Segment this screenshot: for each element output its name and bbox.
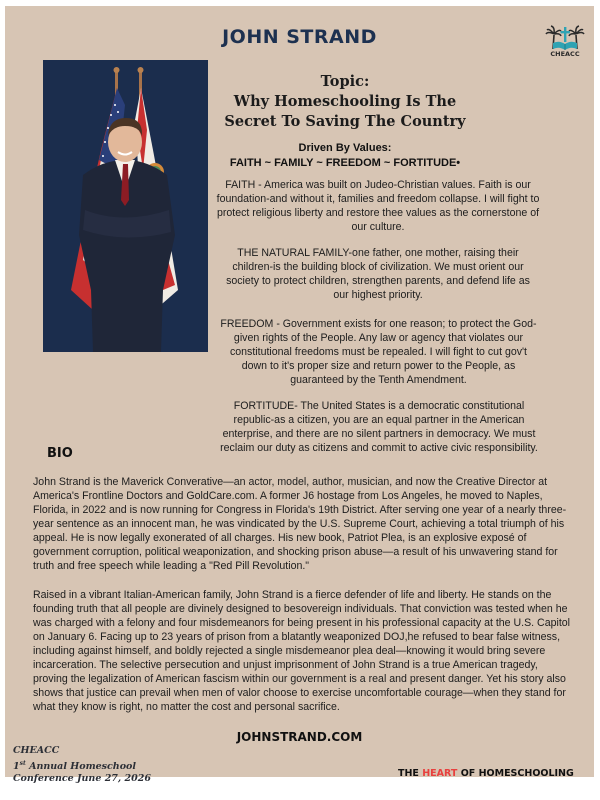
values-heading <box>210 141 480 171</box>
values-label: Driven By Values: <box>298 142 392 154</box>
page-title: JOHN STRAND <box>222 26 377 48</box>
topic-line-2: Secret To Saving The Country <box>224 113 466 130</box>
tagline-accent: HEART <box>422 768 458 779</box>
values-list: FAITH ~ FAMILY ~ FREEDOM ~ FORTITUDE• <box>229 157 461 169</box>
freedom-paragraph: FREEDOM - Government exists for one reason; to protect the God-given rights of the People. Any law or agency that violates our constitutional freedoms must be repealed. I will fight to cut gov't down to it's proper size and return power to the People, as guaranteed by the Tenth Amendment. <box>220 318 537 386</box>
tagline-post: OF HOMESCHOOLING <box>457 768 574 779</box>
conference-info <box>13 745 151 786</box>
portrait-illustration <box>43 60 208 352</box>
bio-paragraph-2: Raised in a vibrant Italian-American family, John Strand is a fierce defender of life and liberty. He stands on the founding truth that all people are divinely designed to besovereign individuals. That conviction was tested when he was charged with a felony and four misdemeanors for being present in his professional capacity at the U.S. Capitol on January 6. Facing up to 23 years of prison from a blatantly weaponized DOJ,he refused to bear false witness, including against himself, and boldly rejected a single misdemeanor plea deal—knowing it would bring severe incarceration. The selective persecution and unjust imprisonment of John Strand is a true American tragedy, proving the legalization of American fascism within our government is a real and present danger. Yet his story also shows that justice can prevail when men of valor choose to exercise uncomfortable courage—when they stand for what they know is right, no matter the cost and personal sacrifice. <box>33 589 571 713</box>
topic-heading <box>210 72 480 132</box>
bio-paragraph-1: John Strand is the Maverick Converative—an actor, model, author, musician, and now the Creative Director at America's Frontline Doctors and GoldCare.com. A former J6 hostage from Los Angeles, he moved to Naples, Florida, in 2022 and is now running for Congress in Florida's 19th District. After serving one year of a nearly three-year sentence as an innocent man, he was vindicated by the U.S. Supreme Court, achieving a total triumph of his appeal. He is now legally exonerated of all charges. His new book, Patriot Plea, is an explosive exposé of government corruption, political weaponization, and shocking prison abuse—a result of his unwavering stand for truth and free speech while leading a "Red Pill Revolution." <box>33 476 567 572</box>
bio-heading: BIO <box>47 446 73 461</box>
conference-date: Conference June 27, 2026 <box>13 773 151 785</box>
tagline-pre: THE <box>398 768 423 779</box>
cheacc-logo <box>545 23 585 61</box>
tagline <box>398 768 574 779</box>
palm-trees-cross-book-icon <box>545 23 585 51</box>
flyer-page <box>5 6 594 785</box>
conference-title <box>13 758 151 774</box>
fortitude-paragraph: FORTITUDE- The United States is a democratic constitutional republic-as a citizen, you are an equal partner in the American enterprise, and there are no silent partners in democracy. We must reclaim our duty as citizens and commit to active civic responsibility. <box>220 400 538 454</box>
ordinal-suffix: st <box>19 759 26 767</box>
candidate-photo <box>43 60 208 352</box>
topic-line-1: Why Homeschooling Is The <box>233 93 457 110</box>
topic-label: Topic: <box>320 73 370 90</box>
faith-paragraph: FAITH - America was built on Judeo-Christian values. Faith is our foundation-and without it, families and freedom collapse. I will fight to protect religious liberty and restore thee values as the cornerstone of our culture. <box>216 179 540 233</box>
logo-label: CHEACC <box>550 50 580 58</box>
conference-org: CHEACC <box>13 745 60 756</box>
family-paragraph: THE NATURAL FAMILY-one father, one mother, raising their children-is the building block of civilization. We must orient our society to protect children, strengthen parents, and defend life as our highest priority. <box>226 247 530 301</box>
website-link[interactable]: JOHNSTRAND.COM <box>236 730 363 744</box>
conference-title-rest: Annual Homeschool <box>25 760 136 772</box>
ordinal-number: 1 <box>13 760 20 772</box>
